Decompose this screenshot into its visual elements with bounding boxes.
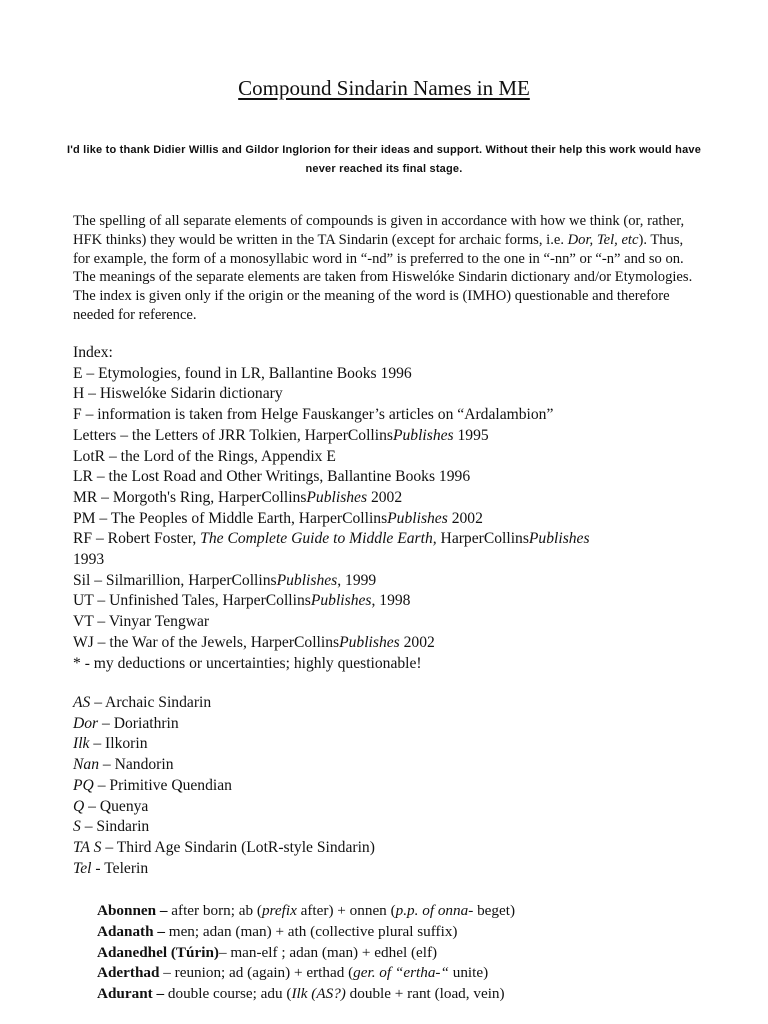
language-item xyxy=(73,859,713,880)
index-text: MR – Morgoth's Ring, HarperCollins xyxy=(73,488,307,506)
index-text: WJ – the War of the Jewels, HarperCollins xyxy=(73,633,340,651)
language-name: - Telerin xyxy=(91,859,149,877)
entry-adanath xyxy=(97,922,727,943)
index-item-e: E – Etymologies, found in LR, Ballantine Books 1996 xyxy=(73,364,412,382)
entry-text: unite) xyxy=(448,964,489,982)
index-item-ut xyxy=(73,591,713,612)
index-item-lotr: LotR – the Lord of the Rings, Appendix E xyxy=(73,447,336,465)
language-name: – Quenya xyxy=(84,797,149,815)
entry-italic: ger. of “ertha-“ xyxy=(353,964,449,982)
index-text: Letters – the Letters of JRR Tolkien, HarperCollins xyxy=(73,426,393,444)
entry-aderthad xyxy=(97,963,727,984)
index-heading: Index: xyxy=(73,344,113,361)
index-item-mr xyxy=(73,488,713,509)
entry-adanedhel xyxy=(97,943,727,964)
language-item xyxy=(73,797,713,818)
index-item-f: F – information is taken from Helge Fauskanger’s articles on “Ardalambion” xyxy=(73,406,554,424)
language-abbr: Q xyxy=(73,797,85,815)
index-text: PM – The Peoples of Middle Earth, HarperCollins xyxy=(73,509,388,527)
language-item xyxy=(73,734,713,755)
intro-paragraph xyxy=(73,212,703,325)
language-abbr: Ilk xyxy=(73,735,90,753)
entry-abonnen xyxy=(97,901,727,922)
index-item-star: * - my deductions or uncertainties; highly questionable! xyxy=(73,654,422,672)
acknowledgement: I'd like to thank Didier Willis and Gildor Inglorion for their ideas and support. Without their help this work would have never reached its final stage. xyxy=(66,144,702,175)
index-italic: Publishes xyxy=(306,488,368,506)
entry-headword: Adanedhel (Túrin) xyxy=(97,943,219,961)
entry-text: double + rant (load, vein) xyxy=(345,985,505,1003)
intro-text-2: ). Thus, for example, the form of a monosyllabic word in “-nd” is preferred to the one in “-nn” or “-n” and so on. The meanings of the separate elements are taken from Hiswelóke Sindarin dictionary and/or Etymologies. The index is given only if the origin or the meaning of the word is (IMHO) questionable and therefore needed for reference. xyxy=(73,231,693,323)
entry-italic: Ilk (AS?) xyxy=(291,985,346,1003)
index-list xyxy=(73,343,713,674)
language-list xyxy=(73,693,713,879)
index-italic: The Complete Guide to Middle Earth, xyxy=(200,530,437,548)
index-item-lr: LR – the Lost Road and Other Writings, Ballantine Books 1996 xyxy=(73,468,471,486)
index-italic: Publishes xyxy=(276,571,338,589)
entry-text: double course; adu ( xyxy=(164,985,292,1003)
language-name: – Sindarin xyxy=(80,818,150,836)
language-abbr: AS xyxy=(73,694,91,711)
entry-italic: p.p. of onna xyxy=(395,902,469,919)
entry-headword: Aderthad xyxy=(97,964,160,982)
language-abbr: Nan xyxy=(73,756,99,774)
index-italic: Publishes xyxy=(310,592,372,610)
language-item xyxy=(73,714,713,735)
entry-italic: prefix xyxy=(261,902,297,919)
entry-text: – reunion; ad (again) + erthad ( xyxy=(159,964,354,982)
index-text: 2002 xyxy=(367,488,403,506)
entry-headword: Adurant – xyxy=(97,985,165,1003)
index-text: 1995 xyxy=(453,426,489,444)
language-name: – Primitive Quendian xyxy=(93,776,232,794)
index-item-rf xyxy=(73,529,713,550)
index-text: , 1998 xyxy=(371,592,411,610)
entry-text: men; adan (man) + ath (collective plural suffix) xyxy=(164,922,458,940)
language-item xyxy=(73,755,713,776)
index-italic: Publishes xyxy=(387,509,448,527)
index-text: 2002 xyxy=(447,509,483,527)
language-item xyxy=(73,776,713,797)
index-text: HarperCollins xyxy=(436,530,529,548)
index-item-letters xyxy=(73,426,713,447)
page-title: Compound Sindarin Names in ME xyxy=(238,76,530,100)
language-abbr: TA S xyxy=(73,838,102,856)
language-item xyxy=(73,838,713,859)
name-entries xyxy=(97,901,727,1005)
index-text: UT – Unfinished Tales, HarperCollins xyxy=(73,592,311,610)
index-italic: Publishes xyxy=(339,633,400,651)
language-item xyxy=(73,817,713,838)
entry-text: after born; ab ( xyxy=(167,902,262,919)
intro-text-1: The spelling of all separate elements of compounds is given in accordance with how we think (or, rather, HFK thinks) they would be written in the TA Sindarin (except for archaic forms, i.e. xyxy=(73,213,685,248)
language-name: – Third Age Sindarin (LotR-style Sindarin) xyxy=(101,838,375,856)
index-item-pm xyxy=(73,509,713,530)
index-text: , 1999 xyxy=(337,571,377,589)
entry-text: - beget) xyxy=(468,902,516,919)
entry-adurant xyxy=(97,984,727,1005)
index-item-h: H – Hiswelóke Sidarin dictionary xyxy=(73,385,283,403)
language-name: – Archaic Sindarin xyxy=(90,694,212,711)
language-name: – Doriathrin xyxy=(98,714,179,732)
entry-headword: Adanath – xyxy=(97,922,165,940)
index-text: Sil – Silmarillion, HarperCollins xyxy=(73,571,277,589)
language-abbr: Dor xyxy=(73,714,99,732)
index-text: 2002 xyxy=(399,633,435,651)
language-name: – Nandorin xyxy=(99,756,174,774)
intro-italic: Dor, Tel, etc xyxy=(567,231,639,248)
language-abbr: PQ xyxy=(73,776,94,794)
index-item-vt: VT – Vinyar Tengwar xyxy=(73,613,210,631)
language-abbr: Tel xyxy=(73,859,92,877)
language-name: – Ilkorin xyxy=(89,735,148,753)
index-item-wj xyxy=(73,633,713,654)
entry-text: after) + onnen ( xyxy=(296,902,396,919)
language-item xyxy=(73,693,713,714)
entry-text: – man-elf ; adan (man) + edhel (elf) xyxy=(218,943,438,961)
index-text: RF – Robert Foster, xyxy=(73,530,201,548)
index-item-sil xyxy=(73,571,713,592)
language-abbr: S xyxy=(73,818,81,836)
entry-headword: Abonnen – xyxy=(97,902,168,919)
index-item-rf-year: 1993 xyxy=(73,551,105,569)
index-italic: Publishes xyxy=(392,426,454,444)
index-italic: Publishes xyxy=(528,530,590,548)
